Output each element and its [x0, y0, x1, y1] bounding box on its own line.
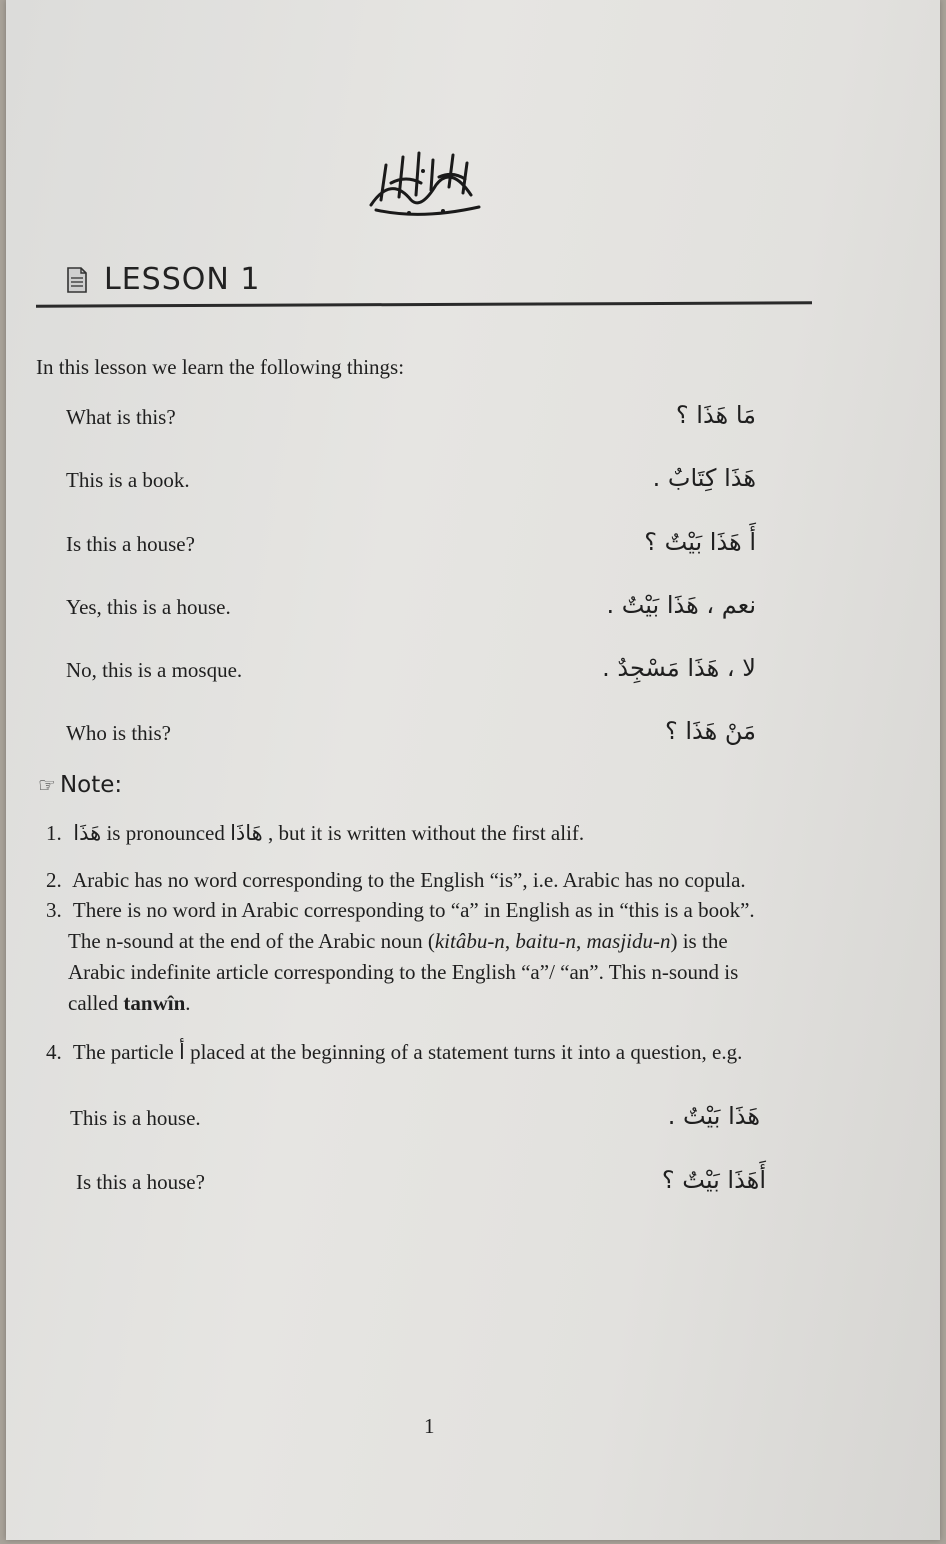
- note-heading-text: Note:: [59, 772, 123, 798]
- lesson-title: LESSON 1: [104, 262, 261, 297]
- page-number: 1: [424, 1414, 435, 1438]
- note-number: 3.: [46, 898, 62, 922]
- term-tanwin: tanwîn: [123, 991, 186, 1015]
- phrase-arabic: أَ هَذَا بَيْتٌ ؟: [644, 528, 756, 556]
- bismillah-calligraphy-icon: [361, 145, 491, 220]
- separator: ,: [575, 929, 587, 953]
- phrase-pair: [66, 528, 756, 572]
- note-text: .: [185, 991, 191, 1015]
- phrase-arabic: مَنْ هَذَا ؟: [664, 717, 756, 745]
- intro-text: In this lesson we learn the following things:: [36, 355, 405, 379]
- document-icon: [66, 266, 88, 294]
- example-pair: [70, 1102, 760, 1146]
- phrase-pair: [66, 464, 756, 508]
- arabic-pronunciation: هَاذَا: [230, 821, 263, 845]
- arabic-particle: أ: [178, 1040, 185, 1064]
- note-text: ) is the: [670, 929, 728, 953]
- note-number: 1.: [46, 821, 62, 845]
- pointing-hand-icon: ☞: [38, 773, 56, 797]
- phrase-pair: [66, 401, 756, 445]
- note-item-4: [46, 1037, 826, 1068]
- note-text: Arabic has no word corresponding to the English “is”, i.e. Arabic has no copula.: [72, 868, 746, 892]
- note-item-3: [46, 895, 826, 1019]
- note-text: The n-sound at the end of the Arabic noun (: [68, 929, 435, 953]
- phrase-arabic: هَذَا كِتَابٌ .: [652, 464, 756, 492]
- note-number: 4.: [46, 1040, 62, 1064]
- phrase-english: What is this?: [66, 405, 176, 429]
- example-word: masjidu-n: [586, 929, 671, 953]
- example-english: This is a house.: [70, 1106, 201, 1130]
- separator: ,: [504, 929, 516, 953]
- note-text: called: [68, 991, 124, 1015]
- note-number: 2.: [46, 868, 62, 892]
- phrase-arabic: لا ، هَذَا مَسْجِدٌ .: [602, 654, 756, 682]
- note-item-1: [46, 818, 826, 849]
- phrase-english: Is this a house?: [66, 532, 195, 556]
- phrase-pair: [66, 717, 756, 761]
- phrase-pair: [66, 591, 756, 635]
- note-text: There is no word in Arabic corresponding to “a” in English as in “this is a book”.: [72, 898, 755, 922]
- header-divider: [36, 301, 812, 307]
- example-english: Is this a house?: [76, 1170, 205, 1194]
- note-heading: [38, 772, 122, 798]
- arabic-word: هَذَا: [73, 821, 102, 845]
- example-pair: [76, 1166, 766, 1210]
- example-arabic: أَهَذَا بَيْتٌ ؟: [661, 1166, 766, 1194]
- example-word: baitu-n: [515, 929, 576, 953]
- phrase-english: This is a book.: [66, 468, 190, 492]
- note-item-2: [46, 865, 826, 896]
- note-text: , but it is written without the first alif.: [268, 821, 585, 845]
- note-text: is pronounced: [106, 821, 231, 845]
- example-word: kitâbu-n: [434, 929, 505, 953]
- lesson-header: [66, 262, 260, 297]
- phrase-english: No, this is a mosque.: [66, 658, 243, 682]
- example-arabic: هَذَا بَيْتٌ .: [667, 1102, 760, 1130]
- phrase-arabic: مَا هَذَا ؟: [675, 401, 756, 429]
- note-text: Arabic indefinite article corresponding to the English “a”/ “an”. This n-sound is: [68, 960, 739, 984]
- phrase-english: Who is this?: [66, 721, 171, 745]
- book-page: [6, 0, 940, 1540]
- phrase-english: Yes, this is a house.: [66, 595, 231, 619]
- note-text: placed at the beginning of a statement turns it into a question, e.g.: [184, 1040, 743, 1064]
- phrase-pair: [66, 654, 756, 698]
- phrase-arabic: نعم ، هَذَا بَيْتٌ .: [606, 591, 756, 619]
- note-text: The particle: [68, 1040, 179, 1064]
